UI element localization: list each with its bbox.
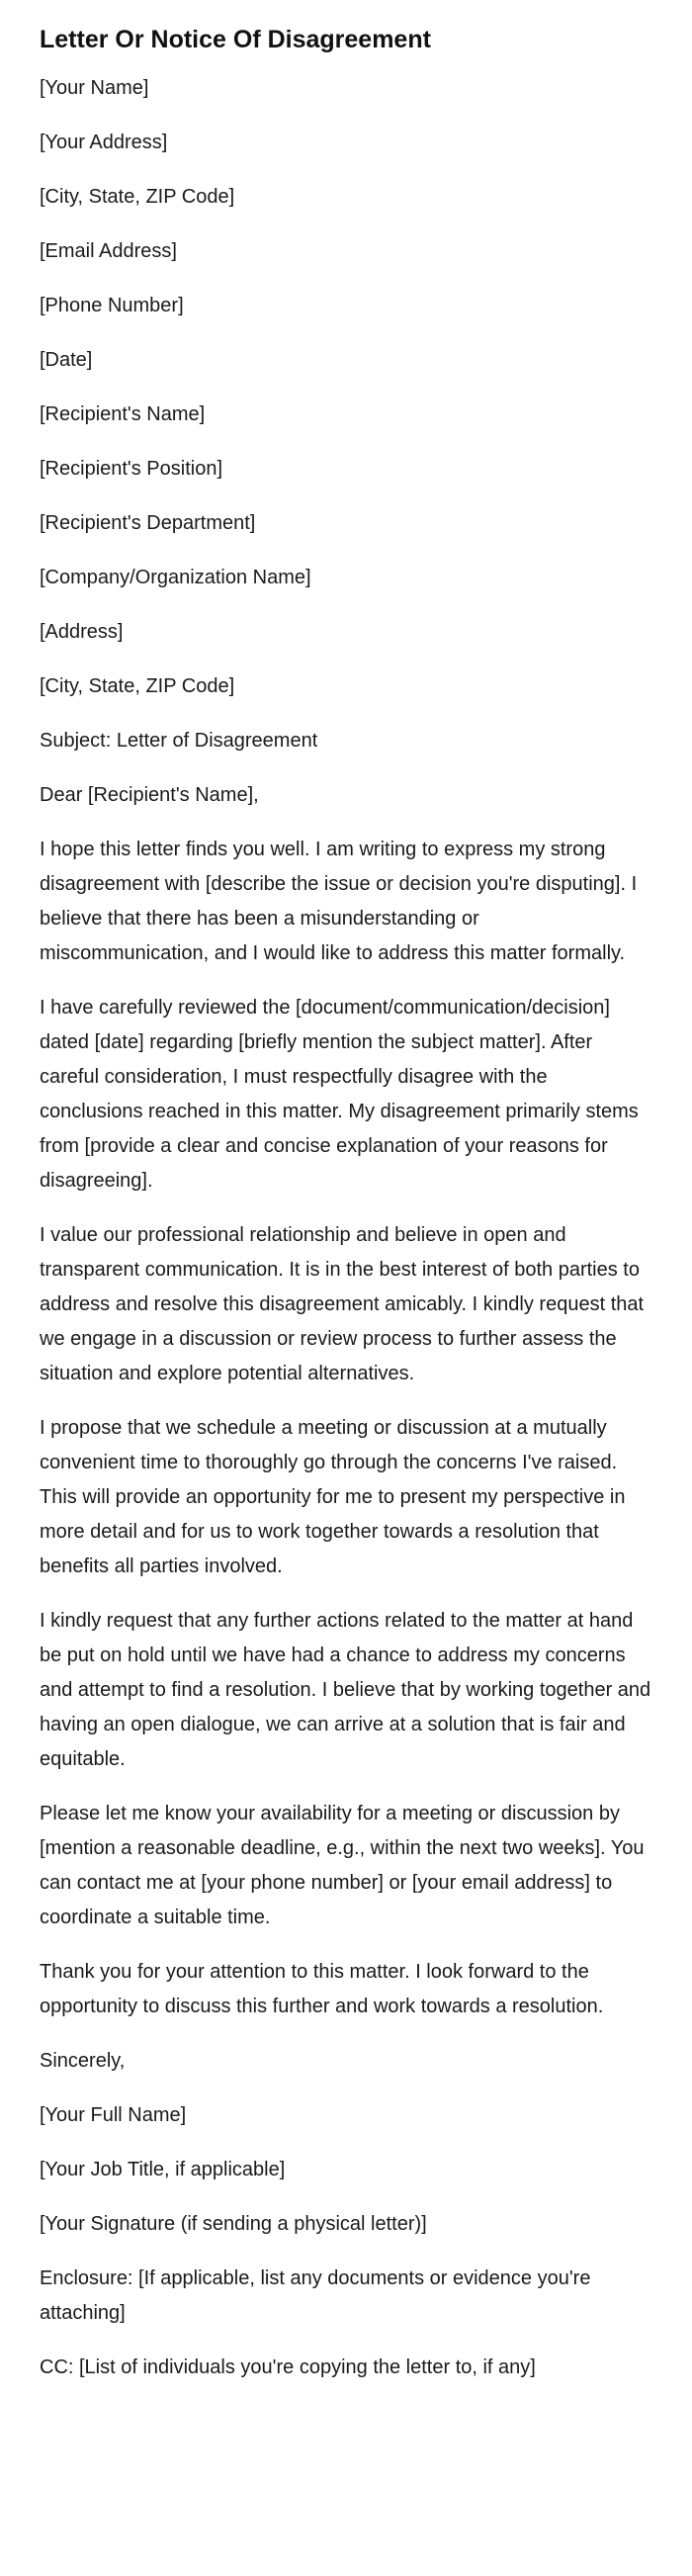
recipient-position: [Recipient's Position] (40, 458, 223, 480)
enclosure-line: Enclosure: [If applicable, list any documents or evidence you're attaching] (40, 2267, 591, 2324)
document-title: Letter Or Notice Of Disagreement (40, 26, 431, 53)
body-paragraph: I value our professional relationship and believe in open and transparent communication. It is in the best interest of both parties to address and resolve this disagreement amicably. I kindly request that we engage in a discussion or review process to further assess the situation and explore potential alternatives. (40, 1224, 645, 1384)
sender-email: [Email Address] (40, 240, 177, 262)
letter-date: [Date] (40, 349, 93, 371)
subject-line: Subject: Letter of Disagreement (40, 730, 318, 752)
recipient-city-state-zip: [City, State, ZIP Code] (40, 675, 235, 697)
body-paragraph: Please let me know your availability for a meeting or discussion by [mention a reasonable deadline, e.g., within the next two weeks]. You can contact me at [your phone number] or [your email address] to coordinate a suitable time. (40, 1803, 645, 1928)
signature-full-name: [Your Full Name] (40, 2104, 187, 2126)
recipient-name: [Recipient's Name] (40, 403, 206, 425)
body-paragraph: I kindly request that any further actions related to the matter at hand be put on hold until we have had a chance to address my concerns and attempt to find a resolution. I believe that by working together and having an open dialogue, we can arrive at a solution that is fair and equitable. (40, 1610, 651, 1770)
sender-city-state-zip: [City, State, ZIP Code] (40, 186, 235, 208)
salutation: Dear [Recipient's Name], (40, 784, 259, 806)
sender-name: [Your Name] (40, 77, 149, 99)
closing: Sincerely, (40, 2050, 126, 2072)
body-paragraph: I propose that we schedule a meeting or discussion at a mutually convenient time to thoroughly go through the concerns I've raised. This will provide an opportunity for me to present my perspective in more detail and for us to work together towards a resolution that benefits all parties involved. (40, 1417, 626, 1577)
body-paragraph: Thank you for your attention to this matter. I look forward to the opportunity to discuss this further and work towards a resolution. (40, 1961, 604, 2017)
signature-job-title: [Your Job Title, if applicable] (40, 2159, 286, 2180)
cc-line: CC: [List of individuals you're copying the letter to, if any] (40, 2356, 536, 2378)
body-paragraph: I have carefully reviewed the [document/communication/decision] dated [date] regarding [briefly mention the subject matter]. After careful consideration, I must respectfully disagree with the conclusions reached in this matter. My disagreement primarily stems from [provide a clear and concise explanation of your reasons for disagreeing]. (40, 997, 639, 1192)
signature-note: [Your Signature (if sending a physical letter)] (40, 2213, 427, 2235)
recipient-department: [Recipient's Department] (40, 512, 256, 534)
recipient-address: [Address] (40, 621, 124, 643)
sender-address: [Your Address] (40, 132, 168, 153)
sender-phone: [Phone Number] (40, 295, 184, 316)
recipient-organization: [Company/Organization Name] (40, 567, 311, 588)
body-paragraph: I hope this letter finds you well. I am writing to express my strong disagreement with [describe the issue or decision you're disputing]. I believe that there has been a misunderstanding or miscommunication, and I would like to address this matter formally. (40, 839, 638, 964)
